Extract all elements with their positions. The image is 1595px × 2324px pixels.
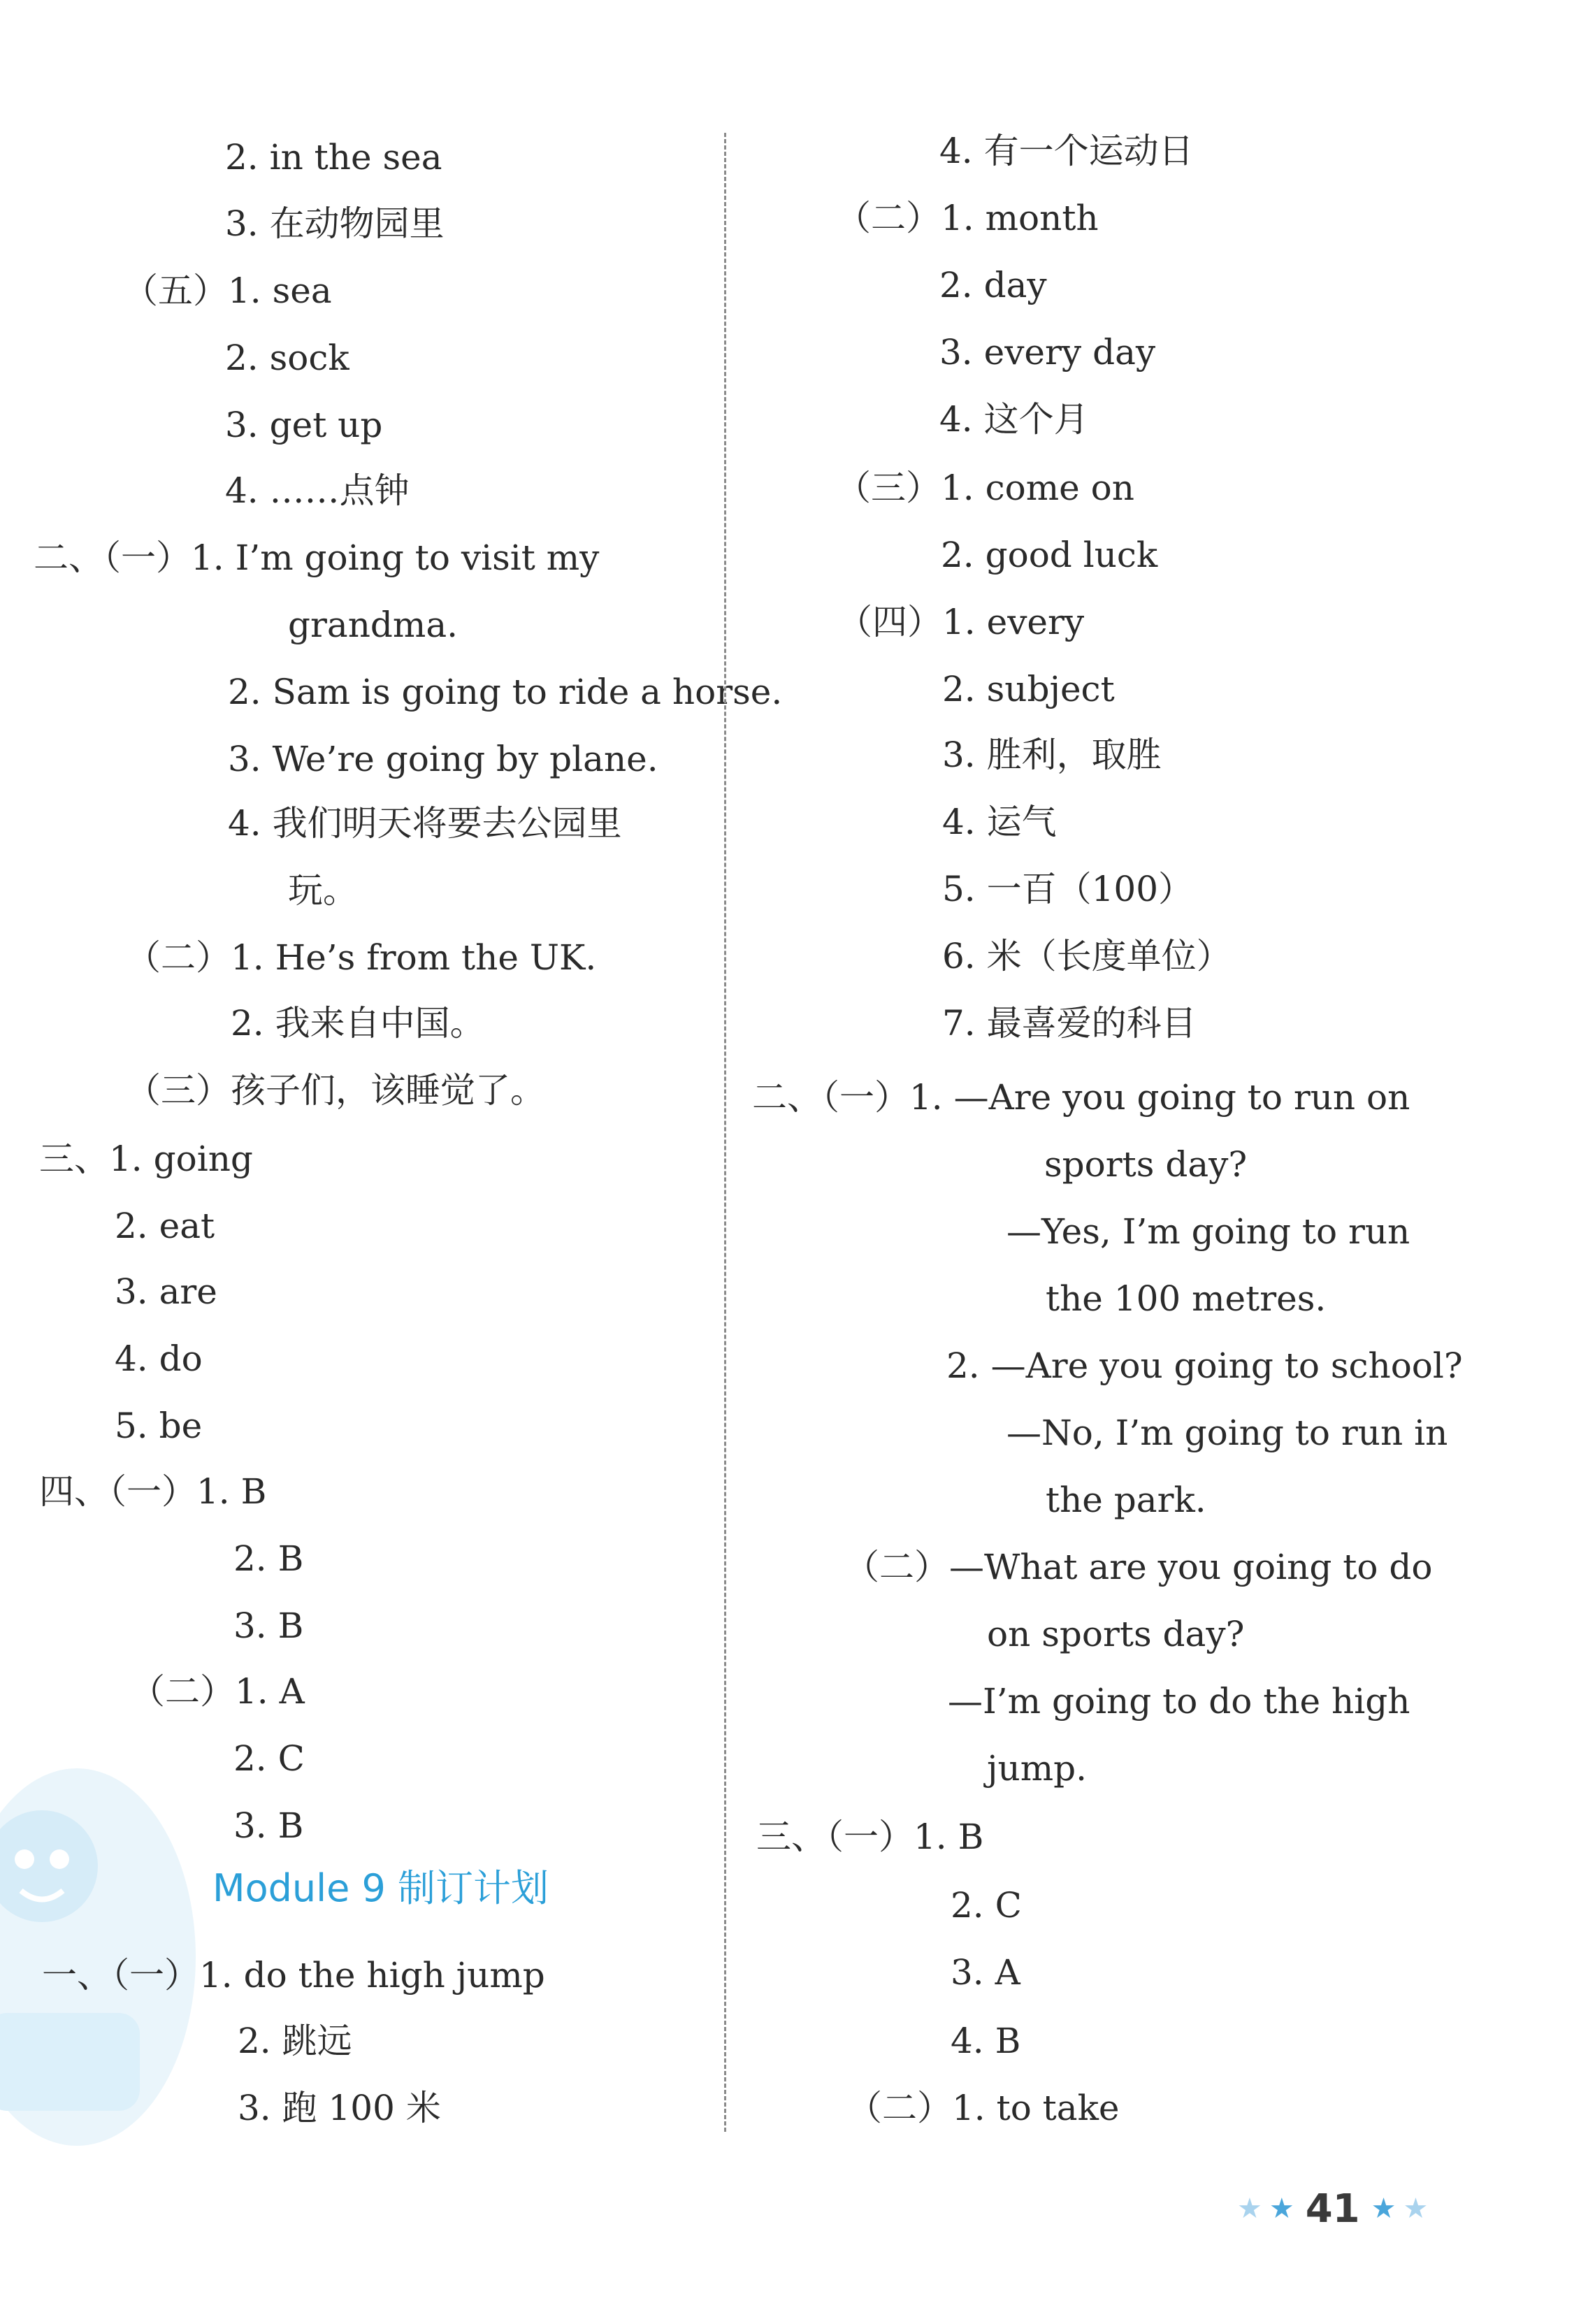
answer-line: 4. B bbox=[951, 2021, 1021, 2061]
answer-line: （二）1. month bbox=[836, 198, 1099, 238]
page-number: 41 bbox=[1305, 2186, 1360, 2232]
answer-line: （二）1. to take bbox=[847, 2088, 1120, 2128]
answer-line: 2. in the sea bbox=[225, 137, 442, 178]
answer-line: 二、（一）1. —Are you going to run on bbox=[752, 1077, 1410, 1118]
answer-line: 2. 我来自中国。 bbox=[231, 1003, 485, 1044]
answer-line: 4. ……点钟 bbox=[225, 470, 410, 511]
answer-line: jump. bbox=[987, 1748, 1088, 1789]
answer-line: 3. We’re going by plane. bbox=[228, 739, 658, 779]
answer-line: 2. Sam is going to ride a horse. bbox=[228, 672, 783, 712]
answer-line: 四、（一）1. B bbox=[39, 1471, 267, 1512]
star-icon: ★ bbox=[1269, 2193, 1294, 2225]
answer-line: 3. A bbox=[951, 1952, 1020, 1993]
answer-line: （四）1. every bbox=[837, 602, 1085, 642]
answer-line: 2. good luck bbox=[941, 535, 1158, 575]
answer-line: 3. 胜利，取胜 bbox=[942, 735, 1162, 775]
answer-line: 4. 这个月 bbox=[939, 399, 1089, 440]
answer-line: 7. 最喜爱的科目 bbox=[942, 1003, 1197, 1044]
answer-line: 3. every day bbox=[939, 332, 1156, 373]
star-icon: ★ bbox=[1237, 2193, 1262, 2225]
answer-line: on sports day? bbox=[987, 1614, 1245, 1654]
answer-line: 三、（一）1. B bbox=[756, 1817, 984, 1857]
answer-line: —I’m going to do the high bbox=[948, 1681, 1410, 1722]
answer-line: 4. do bbox=[115, 1338, 203, 1379]
answer-line: the park. bbox=[1046, 1480, 1206, 1520]
answer-line: 玩。 bbox=[288, 870, 358, 911]
answer-line: （五）1. sea bbox=[123, 270, 332, 311]
answer-line: 2. eat bbox=[115, 1206, 215, 1246]
answer-line: 一、（一）1. do the high jump bbox=[42, 1955, 545, 1995]
answer-line: 3. B bbox=[233, 1805, 304, 1846]
star-icon: ★ bbox=[1403, 2193, 1429, 2225]
answer-line: sports day? bbox=[1044, 1144, 1248, 1185]
answer-line: 5. 一百（100） bbox=[942, 869, 1194, 909]
page-number-footer bbox=[1237, 2181, 1428, 2237]
answer-line: —No, I’m going to run in bbox=[1006, 1413, 1448, 1453]
answer-line: —Yes, I’m going to run bbox=[1006, 1211, 1410, 1252]
answer-line: 三、1. going bbox=[39, 1139, 253, 1179]
answer-line: 2. subject bbox=[942, 669, 1115, 709]
answer-line: the 100 metres. bbox=[1046, 1278, 1327, 1319]
answer-line: 3. 跑 100 米 bbox=[238, 2088, 441, 2128]
answer-line: 2. day bbox=[939, 265, 1047, 305]
answer-line: 4. 有一个运动日 bbox=[939, 131, 1194, 171]
answer-line: 4. 运气 bbox=[942, 802, 1057, 842]
module-heading: Module 9 制订计划 bbox=[212, 1866, 549, 1910]
answer-line: （二）—What are you going to do bbox=[844, 1547, 1433, 1587]
column-divider bbox=[724, 133, 726, 2132]
star-icon: ★ bbox=[1371, 2193, 1396, 2225]
answer-line: 2. B bbox=[233, 1538, 304, 1579]
answer-line: 3. 在动物园里 bbox=[225, 203, 445, 244]
answer-line: （二）1. A bbox=[130, 1671, 305, 1712]
answer-line: 2. —Are you going to school? bbox=[946, 1345, 1463, 1386]
answer-line: 3. are bbox=[115, 1271, 217, 1312]
answer-line: 5. be bbox=[115, 1406, 203, 1446]
answer-line: 3. B bbox=[233, 1605, 304, 1646]
answer-line: 3. get up bbox=[225, 405, 383, 445]
answer-line: 2. C bbox=[951, 1885, 1022, 1926]
answer-line: 6. 米（长度单位） bbox=[942, 936, 1232, 976]
answer-line: （三）1. come on bbox=[836, 468, 1134, 508]
answer-line: 2. C bbox=[233, 1738, 305, 1779]
answer-line: 2. 跳远 bbox=[238, 2021, 352, 2061]
answer-line: 二、（一）1. I’m going to visit my bbox=[34, 537, 600, 578]
answer-line: grandma. bbox=[288, 605, 459, 645]
answer-line: 2. sock bbox=[225, 338, 349, 378]
answer-line: （三）孩子们，该睡觉了。 bbox=[126, 1070, 545, 1111]
answer-line: 4. 我们明天将要去公园里 bbox=[228, 803, 622, 844]
answer-line: （二）1. He’s from the UK. bbox=[126, 937, 597, 978]
